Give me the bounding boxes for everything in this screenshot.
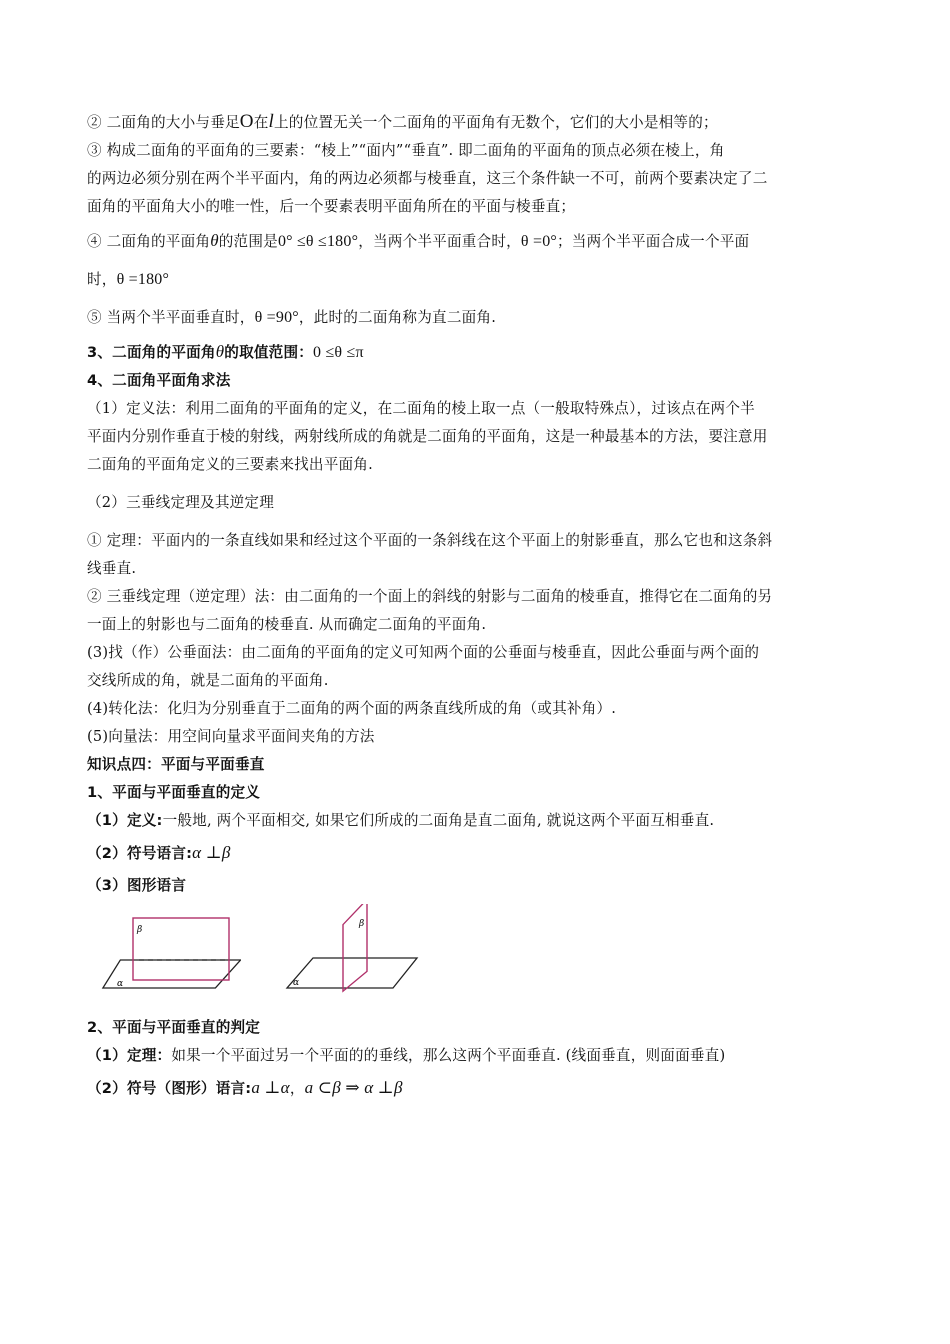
beta-label: β <box>137 925 143 935</box>
section-1-title: 1、平面与平面垂直的定义 <box>87 784 261 801</box>
text-fragment: （1）定理： <box>87 1047 172 1064</box>
method-5: (5)向量法：用空间向量求平面间夹角的方法 <box>87 728 375 745</box>
document-page <box>87 108 867 1103</box>
text-fragment: ⑤ 当两个半平面垂直时， <box>87 309 255 326</box>
definition-line <box>87 807 867 835</box>
method-2b-line-2: 一面上的射影也与二面角的棱垂直. 从而确定二面角的平面角. <box>87 616 487 633</box>
method-1-line-2: 平面内分别作垂直于棱的射线，两射线所成的角就是二面角的平面角，这是一种最基本的方法，要注意用 <box>87 428 768 445</box>
text-fragment: 在 <box>253 114 269 131</box>
symbol-figure-language-line <box>87 1074 867 1103</box>
text-line-4: 面角的平面角大小的唯一性，后一个要素表明平面角所在的平面与棱垂直； <box>87 198 576 215</box>
method-2b-line-1: ② 三垂线定理（逆定理）法：由二面角的一个面上的斜线的射影与二面角的棱垂直，推得它在二面角的另 <box>87 588 773 605</box>
heading-3 <box>87 338 867 367</box>
text-fragment: ，当两个半平面重合时， <box>358 233 521 250</box>
math-range: 0° ≤θ ≤180° <box>277 233 359 250</box>
method-3-line-2: 交线所成的角，就是二面角的平面角. <box>87 672 329 689</box>
method-3-line-1: (3)找（作）公垂面法：由二面角的平面角的定义可知两个面的公垂面与棱垂直，因此公垂面与两个面的 <box>87 644 760 661</box>
text-fragment: 上的位置无关一个二面角的平面角有无数个，它们的大小是相等的； <box>273 114 718 131</box>
plane-beta <box>133 918 229 980</box>
heading-4: 4、二面角平面角求法 <box>87 372 231 389</box>
method-2a-line-2: 线垂直. <box>87 560 137 577</box>
text-fragment: ② 二面角的大小与垂足 <box>87 114 240 131</box>
section-knowledge-4: 知识点四：平面与平面垂直 <box>87 756 265 773</box>
figure-perpendicular-planes-2 <box>283 904 423 1014</box>
math-theta-90: θ =90° <box>254 309 299 326</box>
beta-label: β <box>359 919 365 929</box>
text-line-1 <box>87 108 867 137</box>
math-l: l <box>268 111 274 132</box>
math-O: O <box>239 111 254 132</box>
text-fragment: 的取值范围： <box>224 344 314 361</box>
text-fragment: ④ 二面角的平面角 <box>87 233 211 250</box>
math-implication: a ⊂β ⇒ α ⊥β <box>304 1078 403 1097</box>
text-fragment: （1）定义: <box>87 812 163 829</box>
alpha-label: α <box>117 979 124 989</box>
text-fragment: （2）符号语言: <box>87 845 193 862</box>
text-fragment: ， <box>289 1080 305 1097</box>
math-theta: θ <box>210 231 219 250</box>
theorem-line <box>87 1042 867 1070</box>
method-1-line-1: （1）定义法：利用二面角的平面角的定义，在二面角的棱上取一点（一般取特殊点），过该点在两个半 <box>87 400 755 417</box>
text-fragment: 时， <box>87 271 117 288</box>
text-line-6 <box>87 266 867 294</box>
math-alpha-perp-beta: α ⊥β <box>192 843 231 862</box>
text-line-3: 的两边必须分别在两个半平面内，角的两边必须都与棱垂直，这三个条件缺一不可，前两个要素决定了二 <box>87 170 768 187</box>
math-theta: θ <box>215 342 225 361</box>
symbol-language-line <box>87 839 867 868</box>
text-line-5 <box>87 227 867 256</box>
text-line-7 <box>87 304 867 332</box>
math-range: 0 ≤θ ≤π <box>313 344 364 361</box>
method-2a-line-1: ① 定理：平面内的一条直线如果和经过这个平面的一条斜线在这个平面上的射影垂直，那么它也和这条斜 <box>87 532 773 549</box>
text-fragment: ；当两个半平面合成一个平面 <box>557 233 750 250</box>
math-theta-180: θ =180° <box>116 271 170 288</box>
text-fragment: （2）符号（图形）语言: <box>87 1080 252 1097</box>
math-theta-0: θ =0° <box>520 233 558 250</box>
text-fragment: ，此时的二面角称为直二面角. <box>298 309 497 326</box>
alpha-label: α <box>293 978 300 988</box>
plane-beta <box>343 904 367 991</box>
math-a-perp-alpha: a ⊥α <box>251 1078 290 1097</box>
figures-area <box>87 904 867 1014</box>
text-fragment: 的范围是 <box>218 233 278 250</box>
text-fragment: 一般地, 两个平面相交, 如果它们所成的二面角是直二面角, 就说这两个平面互相垂直. <box>162 812 715 829</box>
text-line-2: ③ 构成二面角的平面角的三要素：“棱上”“面内”“垂直”. 即二面角的平面角的顶点必须在棱上，角 <box>87 142 725 159</box>
method-4: (4)转化法：化归为分别垂直于二面角的两个面的两条直线所成的角（或其补角）. <box>87 700 617 717</box>
plane-alpha <box>103 960 241 988</box>
method-1-line-3: 二面角的平面角定义的三要素来找出平面角. <box>87 456 373 473</box>
figure-perpendicular-planes-1 <box>101 904 241 1014</box>
section-2-title: 2、平面与平面垂直的判定 <box>87 1019 261 1036</box>
text-fragment: 如果一个平面过另一个平面的的垂线，那么这两个平面垂直. (线面垂直，则面面垂直) <box>171 1047 726 1064</box>
text-fragment: 3、二面角的平面角 <box>87 344 216 361</box>
method-2-title: （2）三垂线定理及其逆定理 <box>87 494 275 511</box>
figure-language-title: （3）图形语言 <box>87 877 187 894</box>
